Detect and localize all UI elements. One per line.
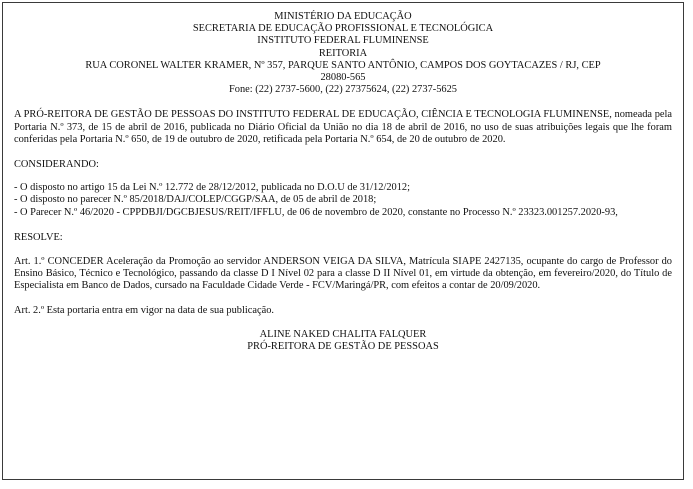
article-1: Art. 1.º CONCEDER Aceleração da Promoção ao servidor ANDERSON VEIGA DA SILVA, Matrícula SIAPE 2427135, ocupante do cargo de Professor do Ensino Básico, Técnico e Tecnológico, passando da classe D I Nível 02 para a classe D II Nível 01, em virtude da obtenção, em fevereiro/2020, do Título de Especialista em Banco de Dados, cursado na Faculdade Cidade Verde - FCV/Maringá/PR, com efeitos a contar de 20/09/2020. xyxy=(14,256,672,292)
signatory-title: PRÓ-REITORA DE GESTÃO DE PESSOAS xyxy=(247,341,439,353)
considering-heading: CONSIDERANDO: xyxy=(14,159,99,171)
considering-list xyxy=(14,182,672,219)
article-2: Art. 2.º Esta portaria entra em vigor na data de sua publicação. xyxy=(14,304,274,316)
institute-name: INSTITUTO FEDERAL FLUMINENSE xyxy=(257,35,429,47)
preamble-paragraph: A PRÓ-REITORA DE GESTÃO DE PESSOAS DO INSTITUTO FEDERAL DE EDUCAÇÃO, CIÊNCIA E TECNOLOGIA FLUMINENSE, nomeada pela Portaria N.º 373, de 15 de abril de 2016, publicada no Diário Oficial da União no dia 18 de abril de 2016, no uso de suas atribuições legais que lhe foram conferidas pela Portaria N.º 650, de 19 de outubro de 2020, retificada pela Portaria N.º 654, de 20 de outubro de 2020. xyxy=(14,109,672,145)
considering-item: - O disposto no artigo 15 da Lei N.º 12.772 de 28/12/2012, publicada no D.O.U de 31/12/2012; xyxy=(14,182,410,194)
considering-item: - O disposto no parecer N.º 85/2018/DAJ/COLEP/CGGP/SAA, de 05 de abril de 2018; xyxy=(14,194,377,206)
secretariat-name: SECRETARIA DE EDUCAÇÃO PROFISSIONAL E TECNOLÓGICA xyxy=(192,23,494,35)
official-document xyxy=(2,2,684,480)
signature-block xyxy=(14,329,672,353)
address-line: RUA CORONEL WALTER KRAMER, Nº 357, PARQUE SANTO ANTÔNIO, CAMPOS DOS GOYTACAZES / RJ, CEP xyxy=(85,59,601,71)
document-header xyxy=(14,11,672,96)
ministry-name: MINISTÉRIO DA EDUCAÇÃO xyxy=(274,11,412,22)
resolve-heading: RESOLVE: xyxy=(14,231,63,243)
phone-line: Fone: (22) 2737-5600, (22) 27375624, (22) 2737-5625 xyxy=(229,84,457,96)
office-name: REITORIA xyxy=(318,47,368,59)
signatory-name: ALINE NAKED CHALITA FALQUER xyxy=(259,328,427,340)
cep-line: 28080-565 xyxy=(320,72,366,84)
considering-item: - O Parecer N.º 46/2020 - CPPDBJI/DGCBJESUS/REIT/IFFLU, de 06 de novembro de 2020, constante no Processo N.º 23323.001257.2020-93, xyxy=(14,206,618,218)
